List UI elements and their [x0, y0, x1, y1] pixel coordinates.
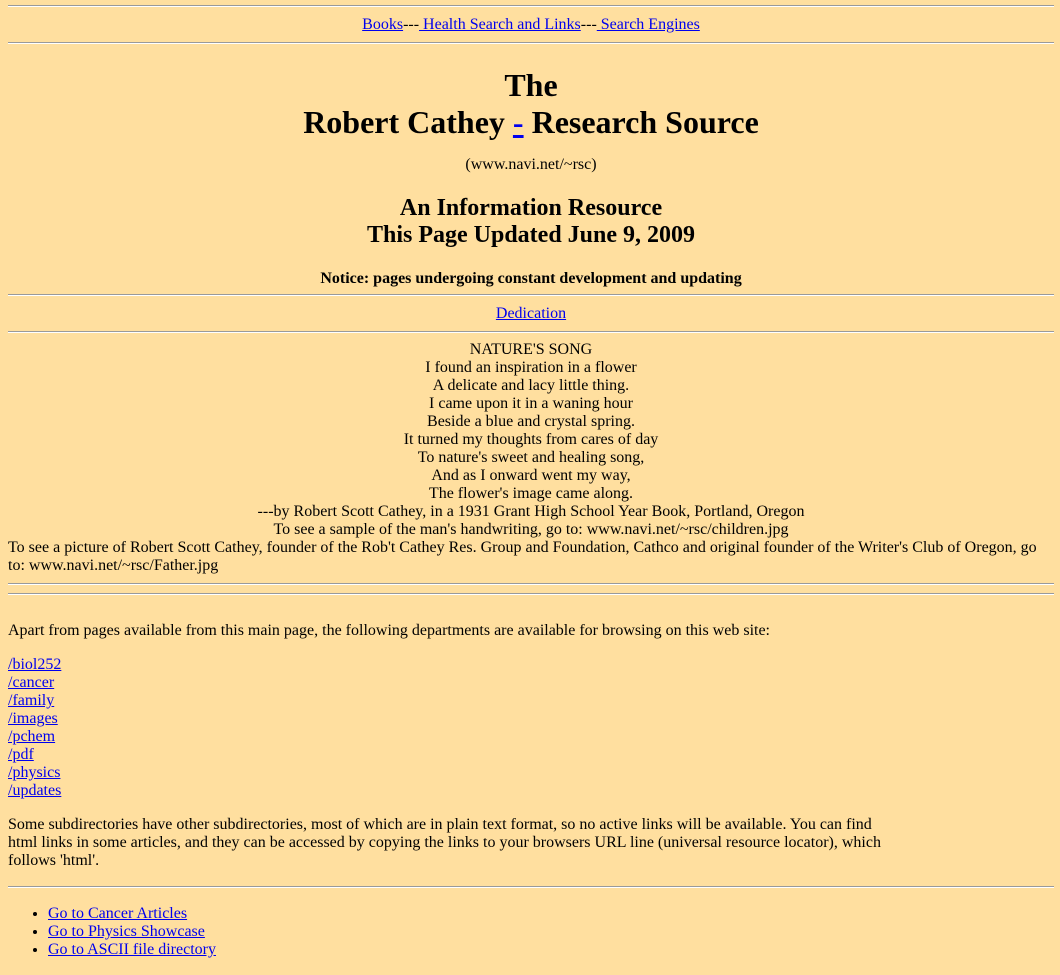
poem-line: I came upon it in a waning hour: [429, 395, 633, 412]
department-link-pchem[interactable]: /pchem: [8, 728, 56, 745]
subdirectories-note: Some subdirectories have other subdirectories, most of which are in plain text format, so no active links will be available. You can find html links in some articles, and they can be accessed by copying the links to your browsers URL line (universal resource locator), which follows 'html'.: [8, 816, 881, 869]
poem: [8, 341, 1054, 539]
subtitle-line-2: This Page Updated June 9, 2009: [366, 222, 696, 248]
cancer-articles-link[interactable]: Go to Cancer Articles: [48, 905, 188, 922]
picture-note: To see a picture of Robert Scott Cathey, founder of the Rob't Cathey Res. Group and Foundation, Cathco and original founder of the Writer's Club of Oregon, go to: www.navi.net/~rsc/Father.jpg: [8, 539, 1037, 574]
page-subtitle: [8, 195, 1054, 249]
ascii-directory-link[interactable]: Go to ASCII file directory: [48, 941, 216, 958]
title-line-2: [8, 104, 1054, 141]
title-dash-link[interactable]: -: [512, 104, 524, 140]
page-title: [8, 67, 1054, 141]
department-list: [8, 656, 1054, 800]
department-link-images[interactable]: /images: [8, 710, 58, 727]
nav-link-health-search[interactable]: Health Search and Links: [419, 16, 581, 33]
department-link-physics[interactable]: /physics: [8, 764, 61, 781]
department-link-family[interactable]: /family: [8, 692, 55, 709]
poem-line: I found an inspiration in a flower: [425, 359, 637, 376]
list-item: [48, 923, 1054, 941]
poem-line: To nature's sweet and healing song,: [417, 449, 645, 466]
poem-line: A delicate and lacy little thing.: [432, 377, 630, 394]
handwriting-sample-note: To see a sample of the man's handwriting, go to: www.navi.net/~rsc/children.jpg: [273, 521, 789, 538]
divider: [8, 42, 1054, 44]
list-item: [48, 905, 1054, 923]
divider: [8, 886, 1054, 888]
list-item: [48, 941, 1054, 959]
title-name: Robert Cathey: [303, 104, 513, 140]
divider: [8, 593, 1054, 595]
subtitle-line-1: An Information Resource: [399, 195, 663, 221]
department-link-cancer[interactable]: /cancer: [8, 674, 55, 691]
department-link-pdf[interactable]: /pdf: [8, 746, 34, 763]
top-nav: [8, 7, 1054, 37]
title-rest: Research Source: [523, 104, 759, 140]
physics-showcase-link[interactable]: Go to Physics Showcase: [48, 923, 205, 940]
dedication-link[interactable]: Dedication: [495, 305, 567, 322]
title-line-1: The: [504, 67, 558, 103]
poem-byline: ---by Robert Scott Cathey, in a 1931 Grant High School Year Book, Portland, Oregon: [257, 503, 805, 520]
departments-intro: Apart from pages available from this main page, the following departments are available for browsing on this web site:: [8, 622, 770, 639]
divider: [8, 331, 1054, 333]
department-link-updates[interactable]: /updates: [8, 782, 62, 799]
development-notice: Notice: pages undergoing constant development and updating: [320, 270, 742, 287]
divider: [8, 583, 1054, 585]
department-link-biol252[interactable]: /biol252: [8, 656, 62, 673]
poem-line: Beside a blue and crystal spring.: [427, 413, 635, 430]
nav-separator: ---: [403, 16, 420, 33]
poem-line: The flower's image came along.: [428, 485, 634, 502]
nav-link-search-engines[interactable]: Search Engines: [596, 16, 700, 33]
nav-link-books[interactable]: Books: [362, 16, 404, 33]
page: [0, 5, 1060, 959]
nav-separator: ---: [580, 16, 597, 33]
dedication-row: [8, 296, 1054, 331]
poem-line: And as I onward went my way,: [431, 467, 631, 484]
poem-line: It turned my thoughts from cares of day: [403, 431, 659, 448]
bottom-links-list: [8, 905, 1054, 959]
site-url-text: (www.navi.net/~rsc): [465, 156, 597, 173]
poem-title: NATURE'S SONG: [469, 341, 593, 358]
